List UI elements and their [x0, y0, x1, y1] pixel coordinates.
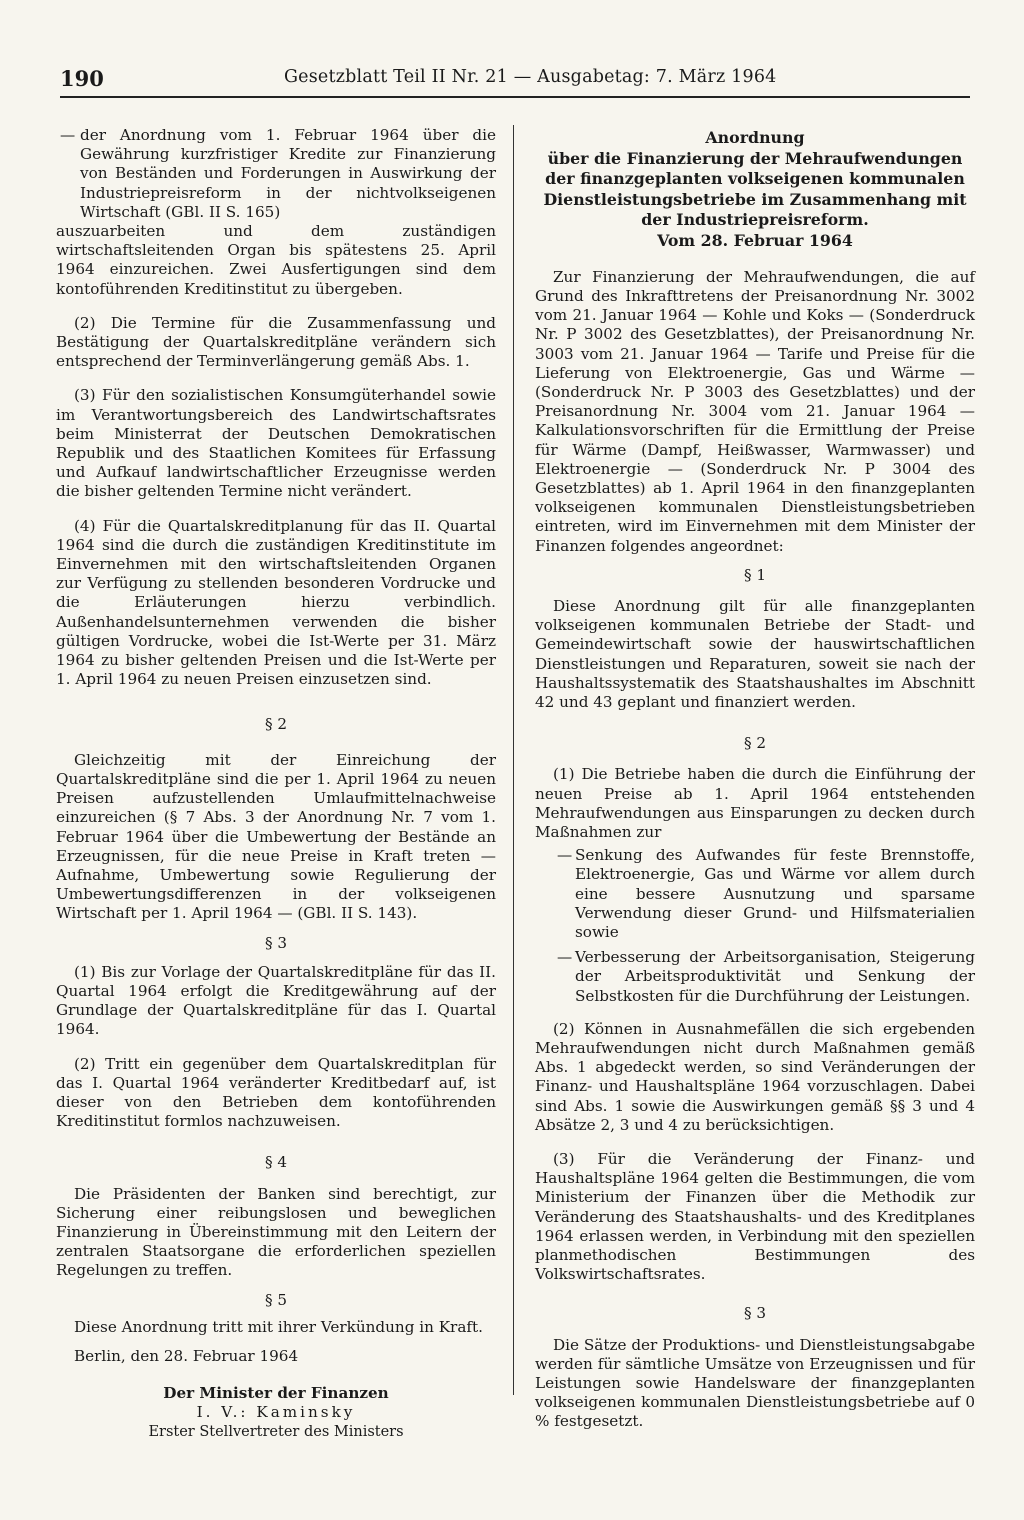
signing-office: Der Minister der Finanzen — [163, 1384, 389, 1403]
signatory-role: Erster Stellvertreter des Ministers — [148, 1423, 404, 1440]
continuation-text: auszuarbeiten und dem zuständigen wirtschaftsleitenden Organ bis spätestens 25. April 1964 einzureichen. Zwei Ausfertigungen sind dem kontoführenden Kreditinstitut zu übergeben. — [56, 222, 496, 298]
section-2-paragraph-3: (3) Für die Veränderung der Finanz- und Haushaltspläne 1964 gelten die Bestimmungen, die vom Ministerium der Finanzen über die Methodik zur Veränderung des Staatshaushalts- und des Kreditplanes 1964 erlassen werden, in Verbindung mit den speziellen planmethodischen Bestimmungen des Volkswirtschaftsrates. — [535, 1150, 975, 1284]
bullet-text: der Anordnung vom 1. Februar 1964 über die Gewährung kurzfristiger Kredite zur Finanzierung von Beständen und Forderungen in Auswirkung der Industriepreisreform in der nichtvolkseigenen Wirtschaft (GBl. II S. 165) — [80, 126, 496, 221]
ordinance-title — [535, 128, 975, 231]
section-heading: § 2 — [264, 715, 288, 734]
paragraph-3: (3) Für den sozialistischen Konsumgüterhandel sowie im Verantwortungsbereich des Landwirtschaftsrates beim Ministerrat der Deutschen Demokratischen Republik und des Staatlichen Komitees für Erfassung und Aufkauf landwirtschaftlicher Erzeugnisse werden die bisher geltenden Termine nicht verändert. — [56, 386, 496, 501]
left-column — [56, 126, 496, 1442]
bullet-dash: — — [557, 948, 573, 967]
place-date: Berlin, den 28. Februar 1964 — [74, 1346, 299, 1365]
section-heading: § 2 — [743, 734, 767, 753]
section-heading: § 1 — [743, 565, 767, 584]
bullet-text: Senkung des Aufwandes für feste Brennstoffe, Elektroenergie, Gas und Wärme vor allem durch eine bessere Ausnutzung und sparsame Verwendung dieser Grund- und Hilfsmaterialien sowie — [575, 846, 975, 941]
section-5-text: Diese Anordnung tritt mit ihrer Verkündung in Kraft. — [74, 1317, 483, 1336]
section-2-paragraph-2: (2) Können in Ausnahmefällen die sich ergebenden Mehraufwendungen nicht durch Maßnahmen gemäß Abs. 1 abgedeckt werden, so sind Veränderungen der Finanz- und Haushaltspläne 1964 vorzuschlagen. Dabei sind Abs. 1 sowie die Auswirkungen gemäß §§ 3 und 4 Absätze 2, 3 und 4 zu berücksichtigen. — [535, 1019, 975, 1134]
column-divider — [513, 125, 514, 1395]
page-header — [60, 64, 970, 98]
section-2-paragraph-1: (1) Die Betriebe haben die durch die Einführung der neuen Preise ab 1. April 1964 entstehenden Mehraufwendungen aus Einsparungen zu decken durch Maßnahmen zur — [535, 765, 975, 841]
section-3-text: Die Sätze der Produktions- und Dienstleistungsabgabe werden für sämtliche Umsätze von Erzeugnissen und für Leistungen sowie Handelsware der finanzgeplanten volkseigenen kommunalen Dienstleistungsbetriebe auf 0 % festgesetzt. — [535, 1335, 975, 1431]
signatory-name: I. V.: Kaminsky — [196, 1403, 356, 1422]
bullet-dash: — — [557, 846, 573, 865]
right-column — [535, 128, 975, 1432]
bullet-dash: — — [60, 126, 76, 144]
section-heading: § 5 — [264, 1290, 288, 1309]
paragraph-2: (2) Die Termine für die Zusammenfassung und Bestätigung der Quartalskreditpläne verändern sich entsprechend der Terminverlängerung gemäß Abs. 1. — [56, 313, 496, 371]
measures-list — [535, 846, 975, 1006]
section-3-paragraph-2: (2) Tritt ein gegenüber dem Quartalskreditplan für das I. Quartal 1964 veränderter Kreditbedarf auf, ist dieser von den Betrieben dem kontoführenden Kreditinstitut formlos nachzuweisen. — [56, 1054, 496, 1131]
bullet-text: Verbesserung der Arbeitsorganisation, Steigerung der Arbeitsproduktivität und Senkung der Selbstkosten für die Durchführung der Leistungen. — [575, 948, 975, 1005]
paragraph-4: (4) Für die Quartalskreditplanung für das II. Quartal 1964 sind die durch die zuständigen Kreditinstitute im Einvernehmen mit den wirtschaftsleitenden Organen zur Verfügung zu stellenden besonderen Vordrucke und die Erläuterungen hierzu verbindlich. Außenhandelsunternehmen verwenden die bisher gültigen Vordrucke, wobei die Ist-Werte per 31. März 1964 zu bisher geltenden Preisen und die Ist-Werte per 1. April 1964 zu neuen Preisen einzusetzen sind. — [56, 516, 496, 689]
section-4-text: Die Präsidenten der Banken sind berechtigt, zur Sicherung einer reibungslosen und beweglichen Finanzierung in Übereinstimmung mit den Leitern der zentralen Staatsorgane die erforderlichen speziellen Regelungen zu treffen. — [56, 1184, 496, 1280]
page-number: 190 — [60, 66, 104, 91]
section-1-text: Diese Anordnung gilt für alle finanzgeplanten volkseigenen kommunalen Betriebe der Stadt- und Gemeindewirtschaft sowie der hauswirtschaftlichen Dienstleistungen und Reparaturen, soweit sie nach der Haushaltssystematik des Staatshaushaltes im Abschnitt 42 und 43 geplant und finanziert werden. — [535, 596, 975, 711]
section-heading: § 3 — [264, 933, 288, 952]
title-rest: über die Finanzierung der Mehraufwendungen der finanzgeplanten volkseigenen kommunalen Dienstleistungsbetriebe im Zusammenhang mit der Industriepreisreform. — [543, 148, 967, 229]
list-item — [535, 948, 975, 1006]
section-3-paragraph-1: (1) Bis zur Vorlage der Quartalskreditpläne für das II. Quartal 1964 erfolgt die Kreditgewährung auf der Grundlage der Quartalskreditpläne für das I. Quartal 1964. — [56, 962, 496, 1039]
section-heading: § 3 — [743, 1304, 767, 1323]
list-item — [56, 126, 496, 222]
title-line-1: Anordnung — [705, 128, 805, 147]
intro-text: Zur Finanzierung der Mehraufwendungen, die auf Grund des Inkrafttretens der Preisanordnung Nr. 3002 vom 21. Januar 1964 — Kohle und Koks — (Sonderdruck Nr. P 3002 des Gesetzblattes), der Preisanordnung Nr. 3003 vom 21. Januar 1964 — Tarife und Preise für die Lieferung von Elektroenergie, Gas und Wärme — (Sonderdruck Nr. P 3003 des Gesetzblattes) und der Preisanordnung Nr. 3004 vom 21. Januar 1964 — Kalkulationsvorschriften für die Ermittlung der Preise für Wärme (Dampf, Heißwasser, Warmwasser) und Elektroenergie — (Sonderdruck Nr. P 3004 des Gesetzblattes) ab 1. April 1964 in den finanzgeplanten volkseigenen kommunalen Dienstleistungsbetrieben eintreten, wird im Einvernehmen mit dem Minister der Finanzen folgendes angeordnet: — [535, 267, 975, 555]
section-2-text: Gleichzeitig mit der Einreichung der Quartalskreditpläne sind die per 1. April 1964 zu neuen Preisen aufzustellenden Umlaufmittelnachweise einzureichen (§ 7 Abs. 3 der Anordnung Nr. 7 vom 1. Februar 1964 über die Umbewertung der Bestände an Erzeugnissen, für die neue Preise in Kraft treten — Aufnahme, Umbewertung sowie Regulierung der Umbewertungsdifferenzen in der volkseigenen Wirtschaft per 1. April 1964 — (GBl. II S. 143). — [56, 750, 496, 923]
running-head: Gesetzblatt Teil II Nr. 21 — Ausgabetag: 7. März 1964 — [284, 67, 777, 87]
list-item — [535, 846, 975, 942]
ordinance-date: Vom 28. Februar 1964 — [657, 230, 853, 250]
section-heading: § 4 — [264, 1153, 288, 1172]
